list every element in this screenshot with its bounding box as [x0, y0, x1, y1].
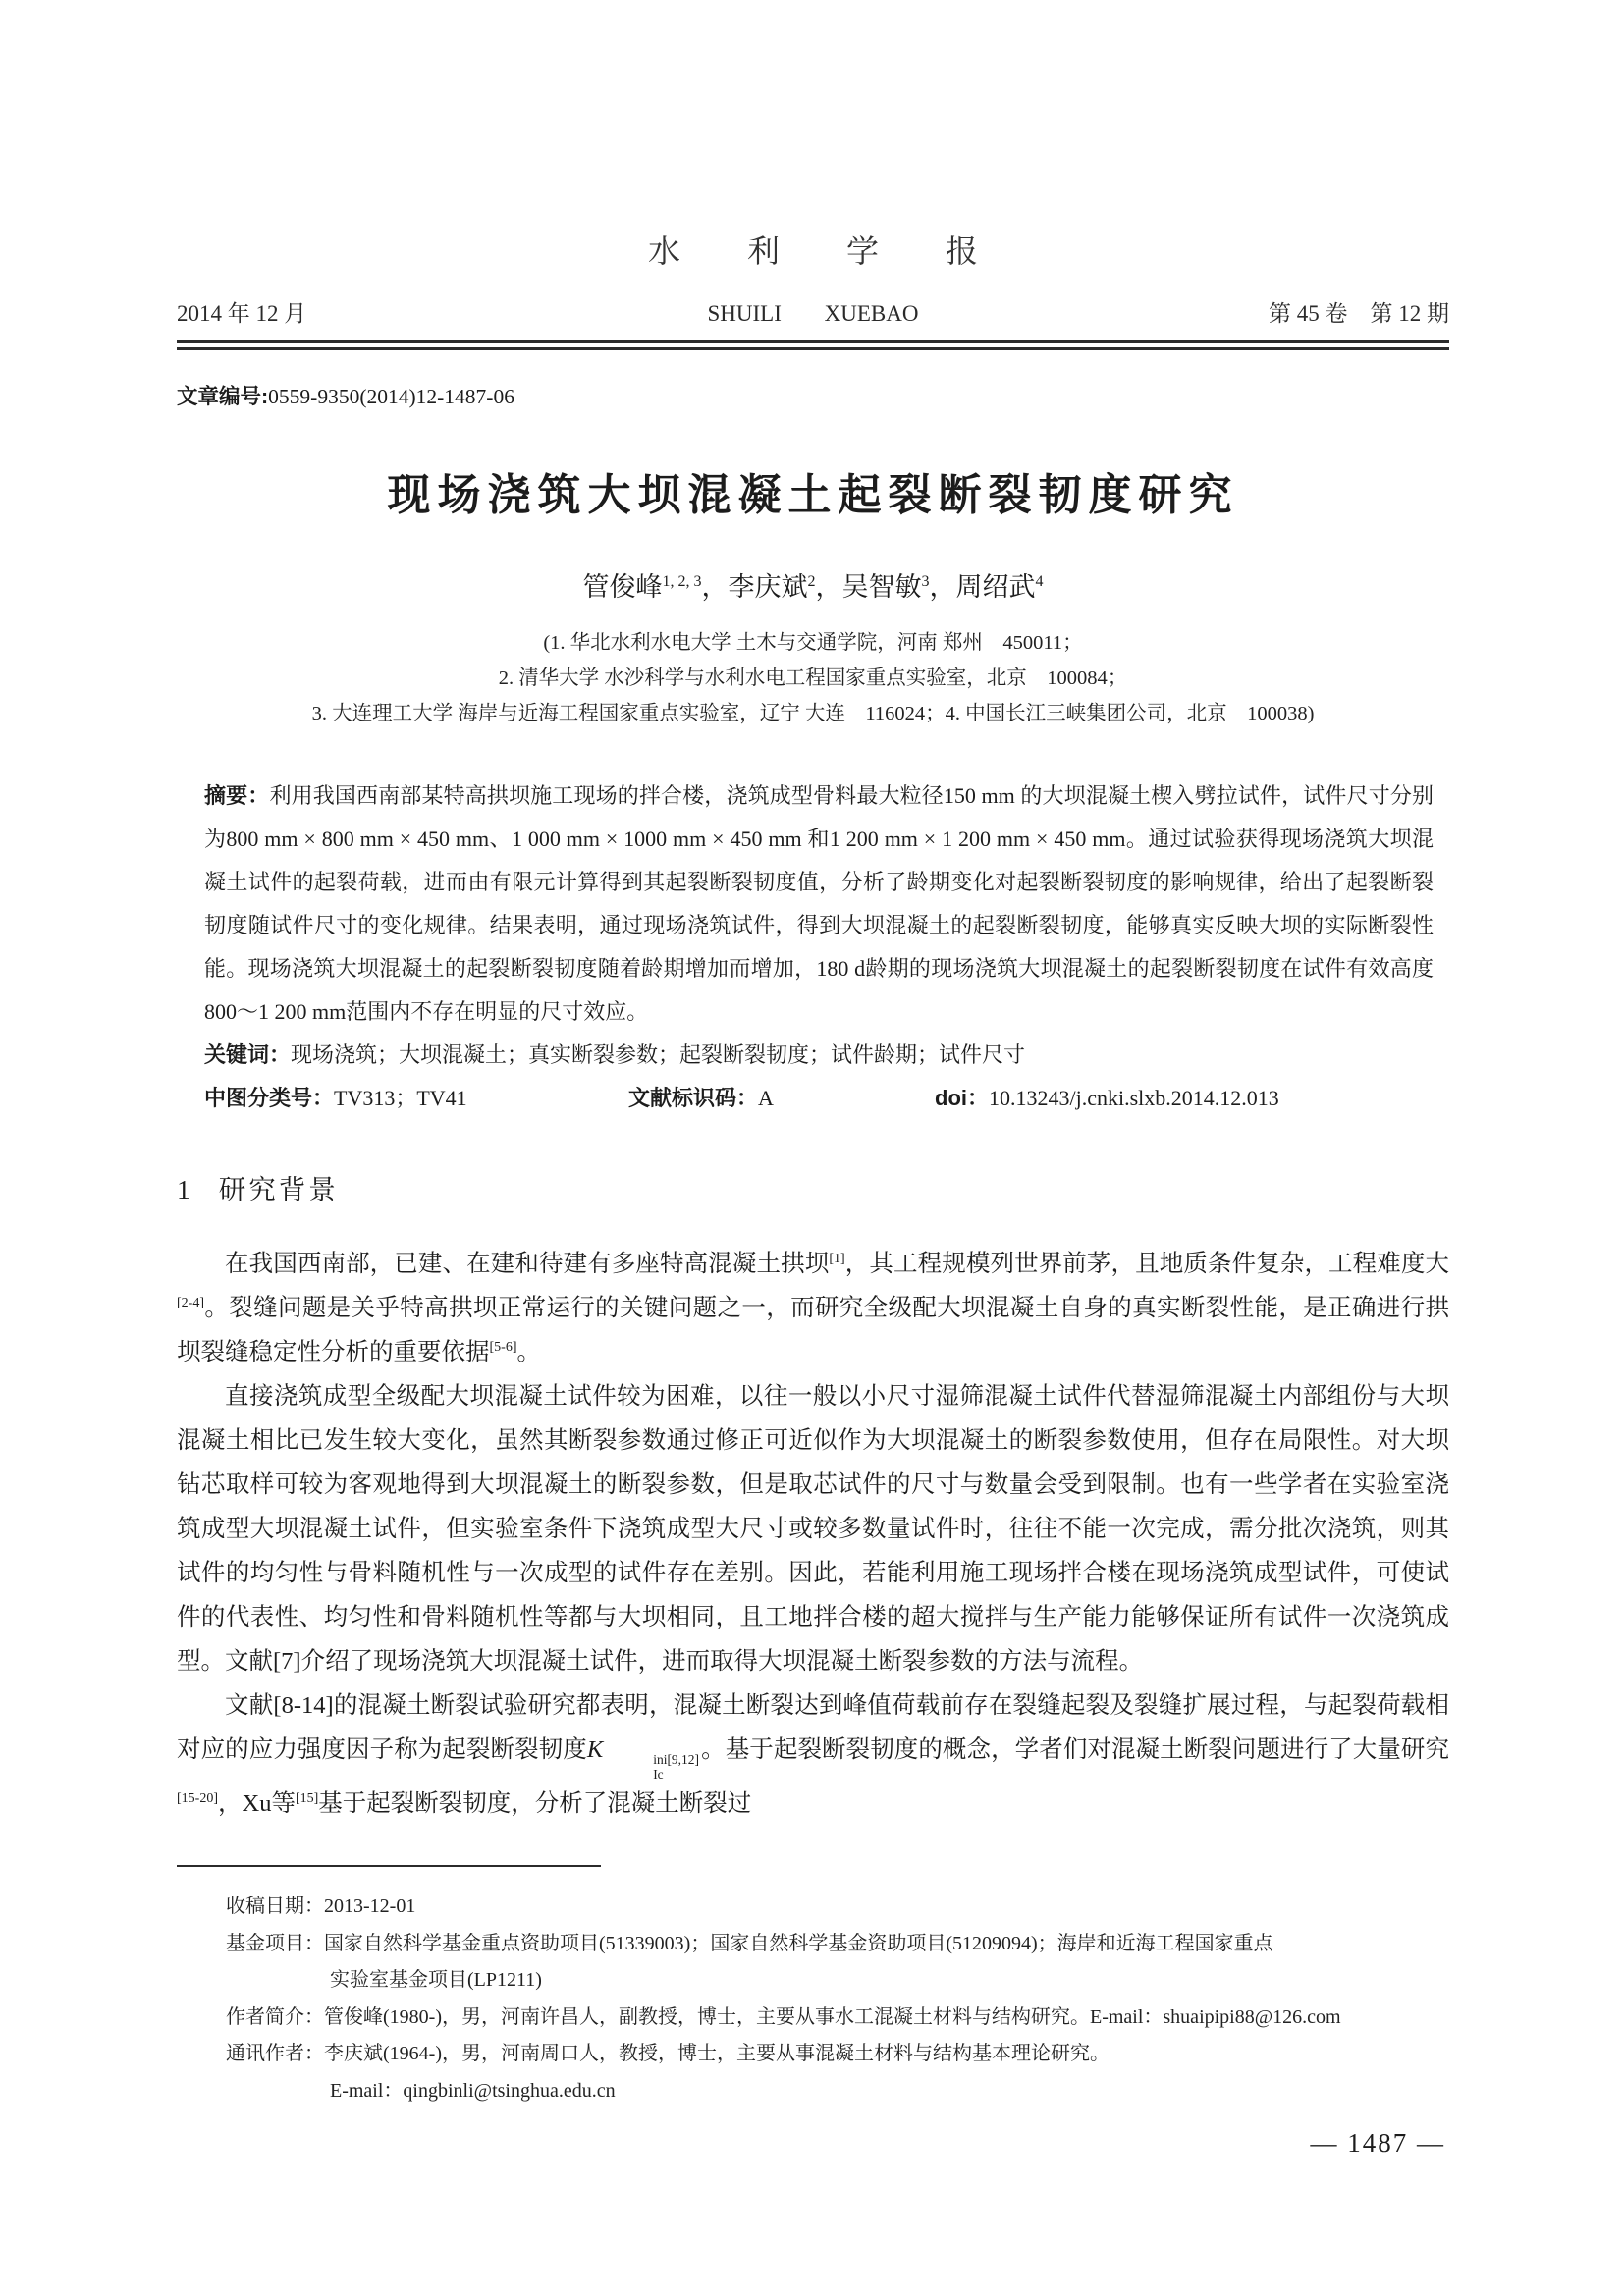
footnote-label: 通讯作者：: [226, 2043, 324, 2064]
keywords-label: 关键词：: [204, 1042, 292, 1067]
footnote-label: 基金项目：: [226, 1932, 324, 1954]
page-content: [177, 0, 1449, 1826]
doc-code-cell: [628, 1077, 935, 1120]
footnote-line: [177, 1926, 1449, 1963]
volume-issue: 第 45 卷 第 12 期: [1269, 301, 1449, 326]
authors-line: 管俊峰$^{1, 2, 3}$，李庆斌$^2$，吴智敏$^3$，周绍武$^4$: [582, 572, 1044, 602]
section-title: 研究背景: [218, 1174, 339, 1204]
header-divider: [177, 340, 1449, 350]
journal-info-row: [177, 295, 1449, 328]
footnote-line: [177, 1962, 1449, 2000]
affiliation-line: 3. 大连理工大学 海岸与近海工程国家重点实验室，辽宁 大连 116024；4. 中国长江三峡集团公司，北京 100038): [311, 703, 1315, 724]
footnote-text: E-mail：qingbinli@tsinghua.edu.cn: [330, 2079, 616, 2102]
body-text: [177, 1242, 1449, 1826]
footnote-divider: [177, 1865, 601, 1867]
keywords-text: 现场浇筑；大坝混凝土；真实断裂参数；起裂断裂韧度；试件龄期；试件尺寸: [291, 1042, 1026, 1067]
footnote-text: 2013-12-01: [324, 1896, 416, 1917]
section-number: 1: [177, 1174, 193, 1204]
footnote-line: [177, 2073, 1449, 2110]
footnote-label: 收稿日期：: [226, 1896, 324, 1917]
affiliation-line: (1. 华北水利水电大学 土木与交通学院，河南 郑州 450011；: [543, 632, 1083, 654]
clc-label: 中图分类号：: [204, 1086, 335, 1110]
section-heading: [177, 1167, 1449, 1206]
footnote-block: [177, 1865, 1449, 2109]
paper-title: 现场浇筑大坝混凝土起裂断裂韧度研究: [387, 471, 1239, 519]
paragraph-3: 文献[8-14]的混凝土断裂试验研究都表明，混凝土断裂达到峰值荷载前存在裂缝起裂及裂缝扩展过程，与起裂荷载相对应的应力强度因子称为起裂断裂韧度K ini[9,12] Ic 。基于起裂断裂韧度的概念，学者们对混凝土断裂问题进行了大量研究[15-20]，Xu等[15]基于起裂断裂韧度，分析了混凝土断裂过: [177, 1692, 1450, 1817]
doi-value: 10.13243/j.cnki.slxb.2014.12.013: [989, 1086, 1279, 1110]
classification-row: [204, 1077, 1434, 1120]
affiliation-line: 2. 清华大学 水沙科学与水利水电工程国家重点实验室，北京 100084；: [498, 667, 1128, 689]
paragraph-2: 直接浇筑成型全级配大坝混凝土试件较为困难，以往一般以小尺寸湿筛混凝土试件代替湿筛混凝土内部组份与大坝混凝土相比已发生较大变化，虽然其断裂参数通过修正可近似作为大坝混凝土的断裂参数使用，但存在局限性。对大坝钻芯取样可较为客观地得到大坝混凝土的断裂参数，但是取芯试件的尺寸与数量会受到限制。也有一些学者在实验室浇筑成型大坝混凝土试件，但实验室条件下浇筑成型大尺寸或较多数量试件时，往往不能一次完成，需分批次浇筑，则其试件的均匀性与骨料随机性与一次成型的试件存在差别。因此，若能利用施工现场拌合楼在现场浇筑成型试件，可使试件的代表性、均匀性和骨料随机性等都与大坝相同，且工地拌合楼的超大搅拌与生产能力能够保证所有试件一次浇筑成型。文献[7]介绍了现场浇筑大坝混凝土试件，进而取得大坝混凝土断裂参数的方法与流程。: [177, 1383, 1449, 1675]
abstract-text: 利用我国西南部某特高拱坝施工现场的拌合楼，浇筑成型骨料最大粒径150 mm 的大坝混凝土楔入劈拉试件，试件尺寸分别为800 mm × 800 mm × 450 mm、1 000 mm × 1000 mm × 450 mm 和1 200 mm × 1 200 mm × 450 mm。通过试验获得现场浇筑大坝混凝土试件的起裂荷载，进而由有限元计算得到其起裂断裂韧度值，分析了龄期变化对起裂断裂韧度的影响规律，给出了起裂断裂韧度随试件尺寸的变化规律。结果表明，通过现场浇筑试件，得到大坝混凝土的起裂断裂韧度，能够真实反映大坝的实际断裂性能。现场浇筑大坝混凝土的起裂断裂韧度随着龄期增加而增加，180 d龄期的现场浇筑大坝混凝土的起裂断裂韧度在试件有效高度800～1 200 mm范围内不存在明显的尺寸效应。: [204, 783, 1434, 1024]
abstract-label: 摘要：: [204, 783, 270, 808]
footnote-text: 管俊峰(1980-)，男，河南许昌人，副教授，博士，主要从事水工混凝土材料与结构研究。E-mail：shuaipipi88@126.com: [324, 2005, 1341, 2028]
footnote-text: 李庆斌(1964-)，男，河南周口人，教授，博士，主要从事混凝土材料与结构基本理论研究。: [324, 2043, 1110, 2064]
abstract-paragraph: [204, 774, 1434, 1034]
footnote-text: 国家自然科学基金重点资助项目(51339003)；国家自然科学基金资助项目(51209094)；海岸和近海工程国家重点: [324, 1932, 1273, 1954]
footnote-text: 实验室基金项目(LP1211): [330, 1969, 542, 1991]
doi-cell: [935, 1077, 1434, 1120]
article-number-line: [177, 380, 1449, 410]
journal-masthead-row: [177, 0, 1449, 272]
doc-code-label: 文献标识码：: [628, 1086, 759, 1110]
page-number: — 1487 —: [1310, 2128, 1445, 2158]
keywords-line: [204, 1034, 1434, 1077]
doi-label: doi：: [935, 1086, 989, 1110]
article-number-label: 文章编号:: [177, 385, 269, 408]
footnote-line: [177, 1889, 1449, 1926]
paragraph-1: 在我国西南部，已建、在建和待建有多座特高混凝土拱坝[1]，其工程规模列世界前茅，且地质条件复杂，工程难度大[2-4]。裂缝问题是关乎特高拱坝正常运行的关键问题之一，而研究全级配大坝混凝土自身的真实断裂性能，是正确进行拱坝裂缝稳定性分析的重要依据[5-6]。: [177, 1251, 1450, 1365]
abstract-block: [177, 774, 1449, 1120]
issue-date: 2014 年 12 月: [177, 301, 307, 326]
article-number-value: 0559-9350(2014)12-1487-06: [268, 385, 514, 408]
footnote-line: [177, 2000, 1449, 2037]
affiliations: [177, 625, 1449, 731]
doc-code-value: A: [758, 1086, 774, 1110]
footnote-line: [177, 2036, 1449, 2073]
journal-masthead: 水利学报: [648, 235, 1045, 270]
footnote-label: 作者简介：: [226, 2005, 324, 2028]
journal-romanized-title: SHUILI XUEBAO: [707, 301, 919, 326]
clc-cell: [204, 1077, 628, 1120]
clc-value: TV313；TV41: [334, 1086, 467, 1110]
